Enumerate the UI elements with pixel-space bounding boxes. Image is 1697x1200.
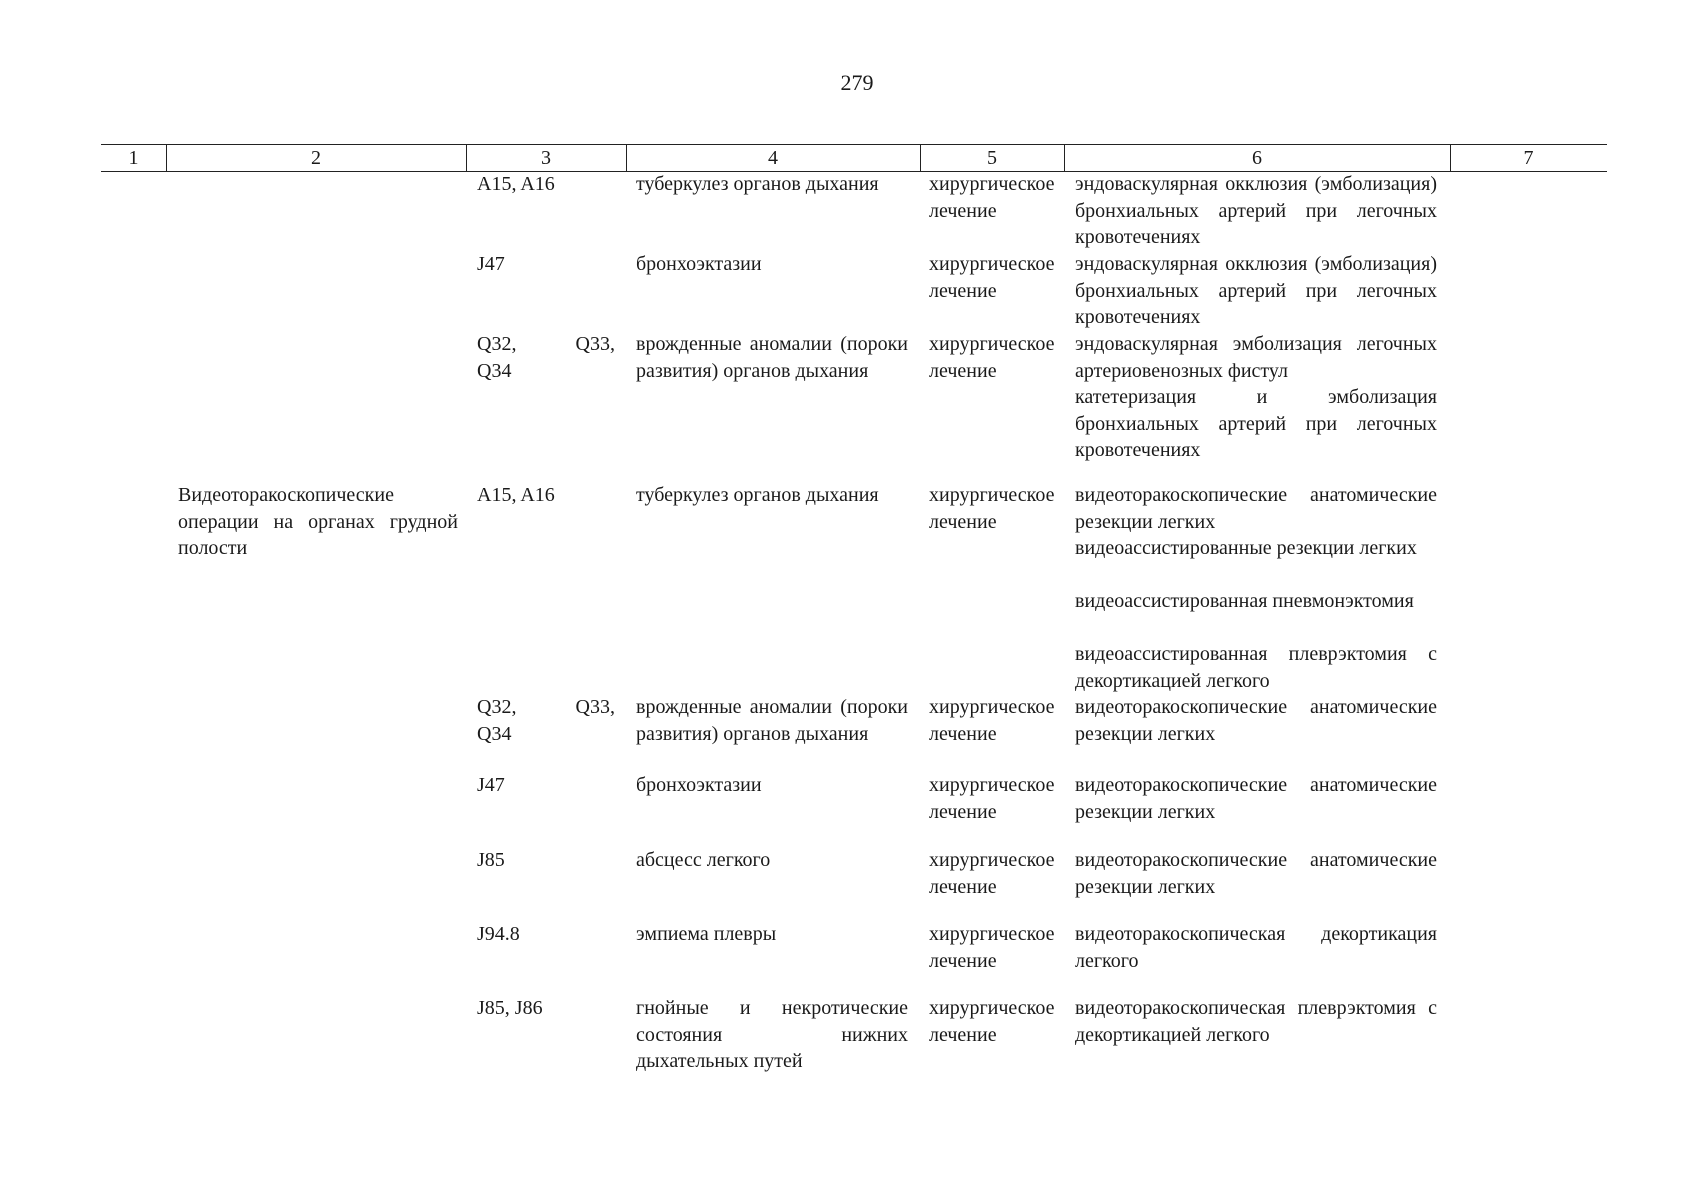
treatment-cell: хирургическое лечение	[929, 484, 1055, 533]
icd-codes: A15, A16	[477, 173, 555, 195]
page-number: 279	[840, 70, 874, 95]
method-cell: видеоторакоскопические анатомические резекции легких	[1075, 696, 1437, 745]
method-cell: эндоваскулярная окклюзия (эмболизация) бронхиальных артерий при легочных кровотечениях	[1075, 253, 1437, 328]
disease-cell: врожденные аномалии (пороки развития) органов дыхания	[636, 696, 908, 745]
disease-cell: бронхоэктазии	[636, 253, 762, 275]
method-cell: видеоторакоскопические анатомические резекции легких	[1075, 484, 1437, 533]
method-cell: видеоассистированная плеврэктомия с декортикацией легкого	[1075, 643, 1437, 692]
method-cell: эндоваскулярная окклюзия (эмболизация) бронхиальных артерий при легочных кровотечениях	[1075, 173, 1437, 248]
method-cell: эндоваскулярная эмболизация легочных артериовенозных фистул	[1075, 333, 1437, 382]
method-cell: видеоторакоскопическая декортикация легкого	[1075, 923, 1437, 972]
treatment-cell: хирургическое лечение	[929, 253, 1055, 302]
procedure-group: Видеоторакоскопические операции на органах грудной полости	[178, 484, 458, 559]
header-col-3: 3	[541, 147, 551, 169]
method-cell: видеоторакоскопические анатомические резекции легких	[1075, 774, 1437, 823]
disease-cell: врожденные аномалии (пороки развития) органов дыхания	[636, 333, 908, 382]
disease-cell: туберкулез органов дыхания	[636, 484, 879, 506]
header-col-2: 2	[311, 147, 321, 169]
icd-codes: J47	[477, 253, 505, 275]
icd-codes: J94.8	[477, 923, 520, 945]
disease-cell: бронхоэктазии	[636, 774, 762, 796]
icd-codes: A15, A16	[477, 484, 555, 506]
method-cell: катетеризация и эмболизация бронхиальных артерий при легочных кровотечениях	[1075, 386, 1437, 461]
icd-codes: J47	[477, 774, 505, 796]
icd-codes: Q32, Q33, Q34	[477, 333, 615, 382]
icd-codes: Q32, Q33, Q34	[477, 696, 615, 745]
header-col-7: 7	[1523, 147, 1534, 169]
header-col-6: 6	[1252, 147, 1262, 169]
treatment-cell: хирургическое лечение	[929, 333, 1055, 382]
disease-cell: туберкулез органов дыхания	[636, 173, 879, 195]
treatment-cell: хирургическое лечение	[929, 923, 1055, 972]
treatment-cell: хирургическое лечение	[929, 696, 1055, 745]
treatment-cell: хирургическое лечение	[929, 774, 1055, 823]
treatment-cell: хирургическое лечение	[929, 997, 1055, 1046]
method-cell: видеоторакоскопические анатомические резекции легких	[1075, 849, 1437, 898]
icd-codes: J85, J86	[477, 997, 543, 1019]
disease-cell: эмпиема плевры	[636, 923, 777, 945]
table-header	[101, 144, 1607, 172]
header-col-5: 5	[987, 147, 997, 169]
method-cell: видеоторакоскопическая плеврэктомия с декортикацией легкого	[1075, 997, 1437, 1046]
method-cell: видеоассистированная пневмонэктомия	[1075, 590, 1414, 612]
treatment-cell: хирургическое лечение	[929, 173, 1055, 222]
treatment-cell: хирургическое лечение	[929, 849, 1055, 898]
disease-cell: гнойные и некротические состояния нижних дыхательных путей	[636, 997, 908, 1072]
method-cell: видеоассистированные резекции легких	[1075, 537, 1417, 559]
header-col-4: 4	[768, 147, 778, 169]
header-col-1: 1	[128, 147, 139, 169]
disease-cell: абсцесс легкого	[636, 849, 771, 871]
icd-codes: J85	[477, 849, 505, 871]
